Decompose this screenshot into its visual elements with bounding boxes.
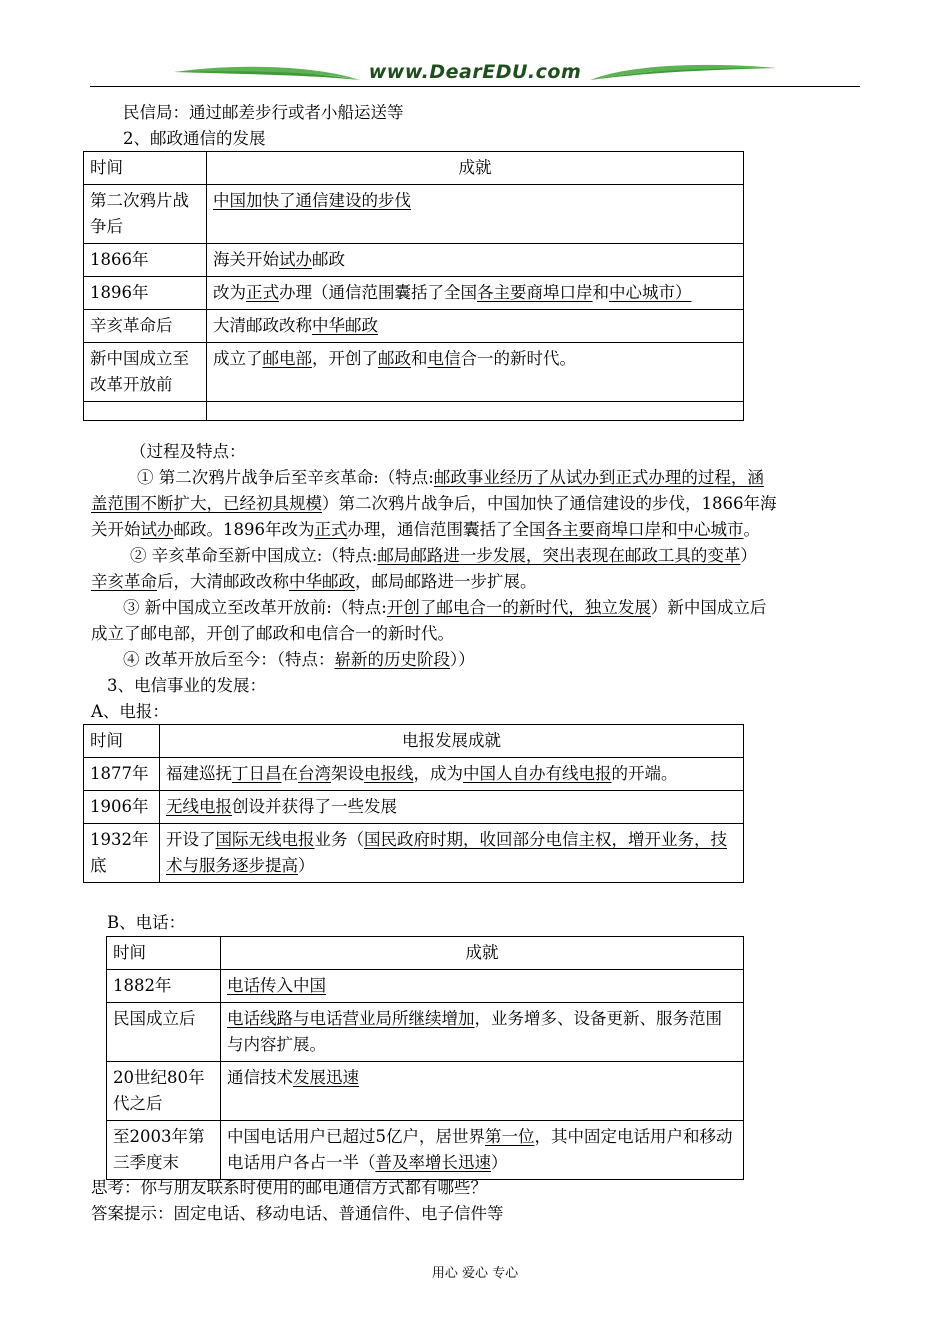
table-row [107,1062,744,1121]
time-cell: 至2003年第三季度末 [107,1121,221,1180]
time-cell: 辛亥革命后 [84,310,207,343]
process-title: （过程及特点： [130,442,246,461]
table-row [84,185,744,244]
empty-cell [84,402,207,421]
postal-table [83,151,744,421]
table-header-cell: 时间 [84,725,160,758]
achievement-cell: 中国电话用户已超过5亿户，居世界第一位，其中固定电话用户和移动电话用户各占一半（普及率增长迅速） [221,1121,744,1180]
section-heading-postal: 2、邮政通信的发展 [123,129,266,148]
table-header-row [107,937,744,970]
achievement-cell: 电话线路与电话营业局所继续增加，业务增多、设备更新、服务范围与内容扩展。 [221,1003,744,1062]
time-cell: 民国成立后 [107,1003,221,1062]
table-row [107,970,744,1003]
time-cell: 新中国成立至改革开放前 [84,343,207,402]
achievement-cell: 大清邮政改称中华邮政 [207,310,744,343]
thinking-question: 思考：你与朋友联系时使用的邮电通信方式都有哪些？ [91,1178,487,1197]
thinking-answer: 答案提示：固定电话、移动电话、普通信件、电子信件等 [91,1204,504,1223]
process-para-1-cont: 关开始试办邮政。1896年改为正式办理，通信范围囊括了全国各主要商埠口岸和中心城市。 [91,520,760,539]
time-cell: 1877年 [84,758,160,791]
table-header-cell: 成就 [207,152,744,185]
achievement-cell: 改为正式办理（通信范围囊括了全国各主要商埠口岸和中心城市） [207,277,744,310]
table-header-row [84,152,744,185]
table-row [84,824,744,883]
time-cell: 1896年 [84,277,207,310]
section-heading-telecom: 3、电信事业的发展： [107,676,266,695]
time-cell: 1882年 [107,970,221,1003]
process-para-2-cont: 辛亥革命后，大清邮政改称中华邮政，邮局邮路进一步扩展。 [91,572,537,591]
intro-line: 民信局：通过邮差步行或者小船运送等 [123,103,404,122]
achievement-cell: 电话传入中国 [221,970,744,1003]
table-row [84,277,744,310]
table-header-cell: 时间 [107,937,221,970]
achievement-cell: 无线电报创设并获得了一些发展 [160,791,744,824]
time-cell: 1866年 [84,244,207,277]
achievement-cell: 成立了邮电部，开创了邮政和电信合一的新时代。 [207,343,744,402]
telephone-table [106,936,744,1180]
table-header-cell: 时间 [84,152,207,185]
subheading-telegraph: A、电报： [91,702,169,721]
achievement-cell: 通信技术发展迅速 [221,1062,744,1121]
process-para-4: ④ 改革开放后至今：（特点：崭新的历史阶段）） [123,650,475,669]
table-row [84,791,744,824]
table-row [84,758,744,791]
time-cell: 第二次鸦片战争后 [84,185,207,244]
table-row [107,1003,744,1062]
time-cell: 20世纪80年代之后 [107,1062,221,1121]
telegraph-table [83,724,744,883]
table-header-cell: 电报发展成就 [160,725,744,758]
time-cell: 1906年 [84,791,160,824]
process-para-2: ② 辛亥革命至新中国成立:（特点:邮局邮路进一步发展，突出表现在邮政工具的变革） [130,546,757,565]
process-para-1-cont: 盖范围不断扩大，已经初具规模）第二次鸦片战争后，中国加快了通信建设的步伐，1866年海 [91,494,777,513]
page-footer: 用心 爱心 专心 [431,1266,519,1281]
table-row [84,244,744,277]
table-row-empty [84,402,744,421]
achievement-cell: 福建巡抚丁日昌在台湾架设电报线，成为中国人自办有线电报的开端。 [160,758,744,791]
header-rule [90,86,860,87]
table-row [84,310,744,343]
logo-text: www.DearEDU.com [368,61,582,83]
achievement-cell: 中国加快了通信建设的步伐 [207,185,744,244]
table-row [107,1121,744,1180]
achievement-cell: 开设了国际无线电报业务（国民政府时期，收回部分电信主权，增开业务，技术与服务逐步提高） [160,824,744,883]
empty-cell [207,402,744,421]
time-cell: 1932年底 [84,824,160,883]
table-header-cell: 成就 [221,937,744,970]
process-para-3: ③ 新中国成立至改革开放前:（特点:开创了邮电合一的新时代，独立发展）新中国成立后 [123,598,767,617]
process-para-3-cont: 成立了邮电部，开创了邮政和电信合一的新时代。 [91,624,454,643]
subheading-telephone: B、电话： [107,913,186,932]
process-para-1: ① 第二次鸦片战争后至辛亥革命:（特点:邮政事业经历了从试办到正式办理的过程，涵 [137,468,764,487]
table-row [84,343,744,402]
table-header-row [84,725,744,758]
achievement-cell: 海关开始试办邮政 [207,244,744,277]
